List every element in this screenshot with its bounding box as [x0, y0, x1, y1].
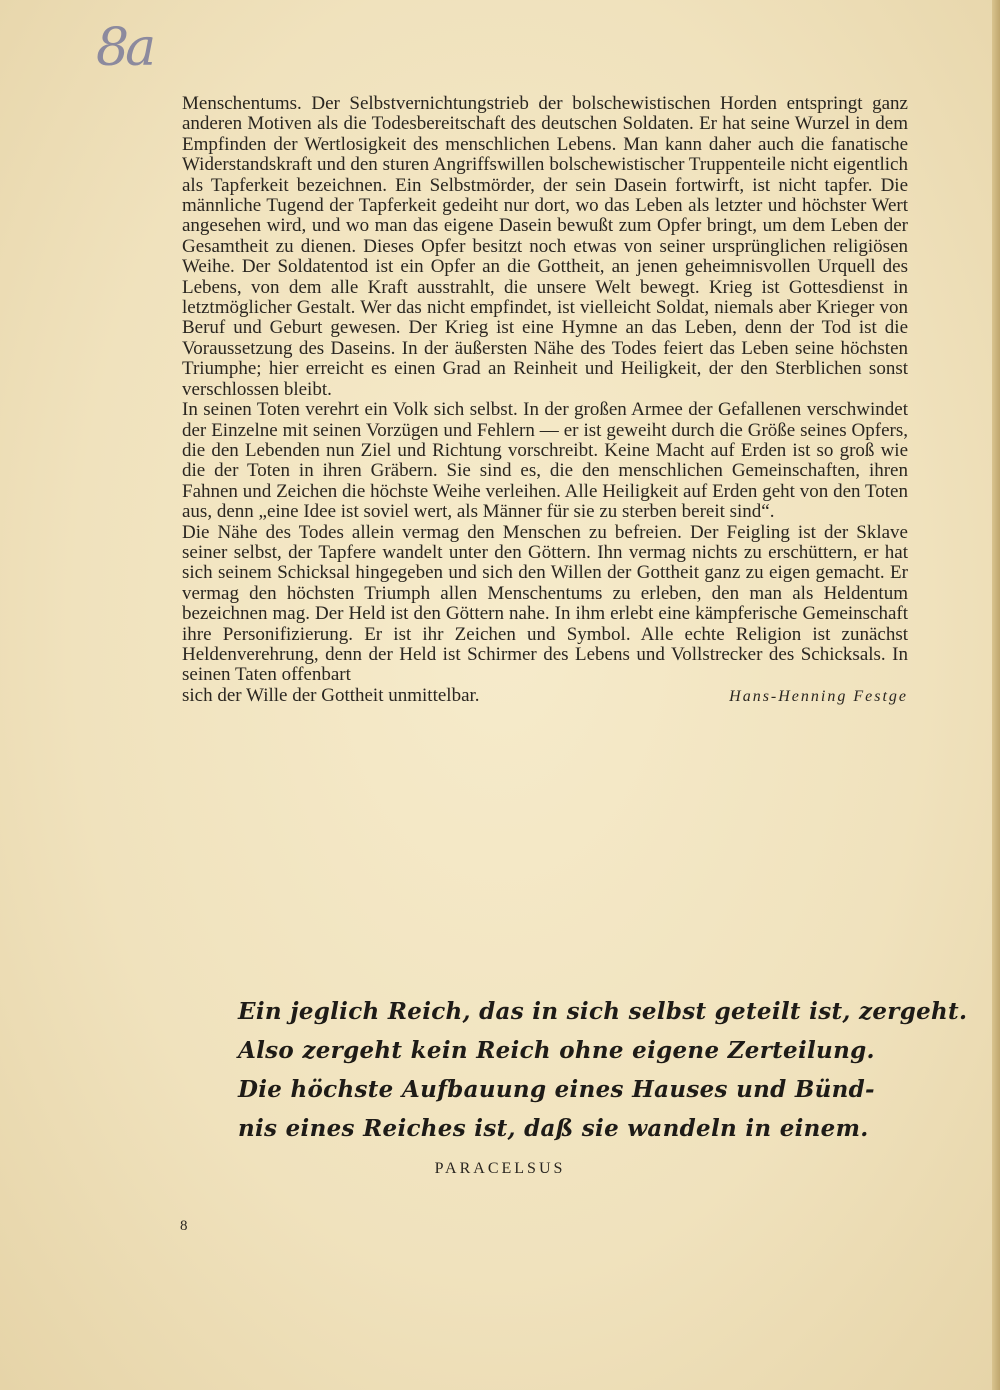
closing-sentence: sich der Wille der Gottheit unmittelbar. [182, 684, 480, 706]
blackletter-quote [238, 992, 968, 1148]
handwritten-page-mark: 8a [96, 18, 153, 78]
paragraph: Menschentums. Der Selbstvernichtungstrieb der bolschewistischen Horden entspringt ganz anderen Motiven als die Todesbereitschaft des deutschen Soldaten. Er hat seine Wurzel in dem Empfinden der Wertlosigkeit des menschlichen Lebens. Man kann daher auch die fanatische Widerstandskraft und den sturen Angriffswillen bolschewistischer Truppenteile nicht eigentlich als Tapferkeit bezeichnen. Ein Selbstmörder, der sein Dasein fortwirft, ist nicht tapfer. Die männliche Tugend der Tapferkeit gedeiht nur dort, wo das Leben als letzter und höchster Wert angesehen wird, und wo man das eigene Dasein bewußt zum Opfer bringt, um dem Leben der Gesamtheit zu dienen. Dieses Opfer besitzt noch etwas von seiner ursprünglichen religiösen Weihe. Der Soldatentod ist ein Opfer an die Gottheit, an jenen geheimnisvollen Urquell des Lebens, von dem alle Kraft ausstrahlt, die unsere Welt bewegt. Krieg ist Gottesdienst in letztmöglicher Gestalt. Wer das nicht empfindet, ist vielleicht Soldat, niemals aber Krieger von Beruf und Geburt gewesen. Der Krieg ist eine Hymne an das Leben, denn der Tod ist die Voraussetzung des Daseins. In der äußersten Nähe des Todes feiert das Leben seine höchsten Triumphe; hier erreicht es einen Grad an Reinheit und Heiligkeit, der den Sterblichen sonst verschlossen bleibt. [182, 93, 908, 400]
quote-line: Die höchste Aufbauung eines Hauses und Bünd- [238, 1076, 875, 1103]
author-signature: Hans-Henning Festge [729, 687, 908, 705]
essay-body [182, 94, 908, 707]
page-number: 8 [180, 1218, 188, 1234]
paragraph: Die Nähe des Todes allein vermag den Menschen zu befreien. Der Feigling ist der Sklave seiner selbst, der Tapfere wandelt unter den Göttern. Ihn vermag nichts zu erschüttern, er hat sich seinem Schicksal hingegeben und sich den Willen der Gottheit ganz zu eigen gemacht. Er vermag den höchsten Triumph allen Menschentums zu erleben, den man als Heldentum bezeichnen mag. Der Held ist den Göttern nahe. In ihm erlebt eine kämpferische Gemeinschaft ihre Personifizierung. Er ist ihr Zeichen und Symbol. Alle echte Religion ist zunächst Heldenverehrung, denn der Held ist Schirmer des Lebens und Vollstrecker des Schicksals. In seinen Taten offenbart [182, 521, 908, 686]
paragraph: In seinen Toten verehrt ein Volk sich selbst. In der großen Armee der Gefallenen verschwindet der Einzelne mit seinen Vorzügen und Fehlern — er ist geweiht durch die Größe seines Opfers, die den Lebenden nun Ziel und Richtung vorschreibt. Keine Macht auf Erden ist so groß wie die der Toten in ihren Gräbern. Sie sind es, die den menschlichen Gemeinschaften, ihren Fahnen und Zeichen die höchste Weihe verleihen. Alle Heiligkeit auf Erden geht von den Toten aus, denn „eine Idee ist soviel wert, als Männer für sie zu sterben bereit sind“. [182, 399, 908, 523]
quote-line: Also zergeht kein Reich ohne eigene Zerteilung. [238, 1037, 875, 1064]
quote-line: nis eines Reiches ist, daß sie wandeln in einem. [238, 1115, 869, 1142]
quote-attribution: PARACELSUS [434, 1160, 566, 1177]
page-edge [992, 0, 1000, 1390]
closing-line [182, 686, 908, 707]
quote-line: Ein jeglich Reich, das in sich selbst geteilt ist, zergeht. [238, 998, 968, 1025]
